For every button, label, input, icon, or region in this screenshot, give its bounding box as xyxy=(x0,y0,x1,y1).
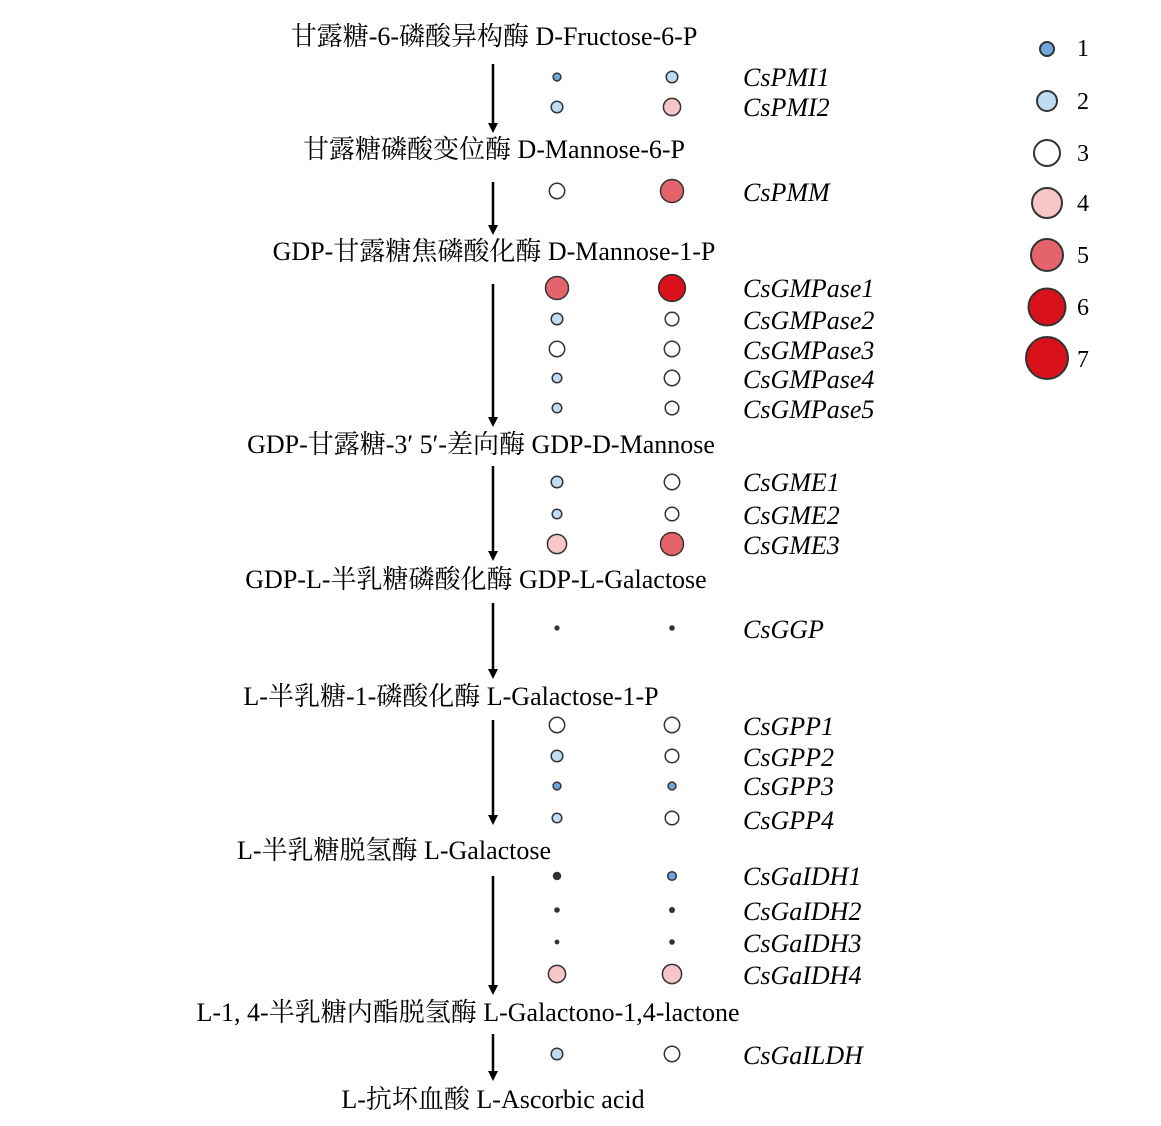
expression-circle-csgmpase3-2 xyxy=(664,341,679,356)
legend-label-1: 1 xyxy=(1077,36,1089,62)
gene-label-csgme1: CsGME1 xyxy=(743,468,840,497)
step-title-l-galactono-lactone: L-1, 4-半乳糖内酯脱氢酶 L-Galactono-1,4-lactone xyxy=(196,998,740,1027)
expression-circle-csgme3-1 xyxy=(547,534,566,553)
expression-circle-cspmi2-2 xyxy=(663,98,680,115)
legend-circle-7 xyxy=(1026,337,1068,379)
expression-circle-cspmi2-1 xyxy=(551,101,563,113)
gene-label-csgaidh1: CsGaIDH1 xyxy=(743,862,862,891)
gene-label-csgmpase5: CsGMPase5 xyxy=(743,395,875,424)
expression-circle-csgpp3-1 xyxy=(553,782,561,790)
expression-circle-csgmpase1-1 xyxy=(546,277,569,300)
expression-circle-csgpp2-2 xyxy=(665,749,679,763)
legend-circle-5 xyxy=(1031,239,1063,271)
expression-circle-csgaidh3-2 xyxy=(669,939,675,945)
legend-label-7: 7 xyxy=(1077,347,1089,373)
expression-circle-csgaidh4-1 xyxy=(548,965,565,982)
expression-circle-csgaidh1-2 xyxy=(668,872,677,881)
step-title-mannose-1-p: GDP-甘露糖焦磷酸化酶 D-Mannose-1-P xyxy=(272,237,716,266)
gene-label-cspmi2: CsPMI2 xyxy=(743,93,830,122)
gene-label-csgaidh4: CsGaIDH4 xyxy=(743,961,862,990)
expression-circle-cspmm-1 xyxy=(549,183,564,198)
legend-label-2: 2 xyxy=(1077,89,1089,115)
step-title-gdp-l-galactose: GDP-L-半乳糖磷酸化酶 GDP-L-Galactose xyxy=(245,565,707,594)
legend-circle-4 xyxy=(1032,188,1062,218)
expression-circle-cspmi1-2 xyxy=(666,71,678,83)
gene-label-csgaidh2: CsGaIDH2 xyxy=(743,897,862,926)
expression-circle-csgpp4-1 xyxy=(552,813,562,823)
expression-circle-csgaildh-2 xyxy=(664,1046,679,1061)
gene-label-csggp: CsGGP xyxy=(743,615,824,644)
expression-circle-csgmpase4-2 xyxy=(664,370,679,385)
gene-label-csgpp1: CsGPP1 xyxy=(743,712,834,741)
expression-circle-csgme2-2 xyxy=(665,507,679,521)
expression-circle-csgaildh-1 xyxy=(551,1048,563,1060)
step-title-fructose-6-p: 甘露糖-6-磷酸异构酶 D-Fructose-6-P xyxy=(290,22,698,51)
legend-circle-2 xyxy=(1037,91,1057,111)
expression-circle-cspmm-2 xyxy=(661,180,684,203)
expression-circle-csgaidh4-2 xyxy=(662,964,681,983)
expression-circle-csgmpase3-1 xyxy=(549,341,564,356)
gene-label-csgmpase2: CsGMPase2 xyxy=(743,306,875,335)
expression-circle-csgmpase1-2 xyxy=(659,275,686,302)
expression-circle-csgme1-1 xyxy=(551,476,563,488)
gene-label-cspmi1: CsPMI1 xyxy=(743,63,830,92)
legend-circle-3 xyxy=(1034,140,1060,166)
gene-label-csgmpase1: CsGMPase1 xyxy=(743,274,875,303)
expression-circle-csgpp4-2 xyxy=(665,811,679,825)
legend-circle-6 xyxy=(1029,289,1066,326)
gene-label-csgaidh3: CsGaIDH3 xyxy=(743,929,862,958)
gene-label-csgmpase3: CsGMPase3 xyxy=(743,336,875,365)
gene-label-csgme3: CsGME3 xyxy=(743,531,840,560)
legend-label-3: 3 xyxy=(1077,141,1089,167)
expression-circle-csgme1-2 xyxy=(664,474,679,489)
legend-label-6: 6 xyxy=(1077,295,1089,321)
step-title-l-galactose-1-p: L-半乳糖-1-磷酸化酶 L-Galactose-1-P xyxy=(243,682,659,711)
expression-circle-cspmi1-1 xyxy=(553,73,561,81)
step-title-gdp-d-mannose: GDP-甘露糖-3′ 5′-差向酶 GDP-D-Mannose xyxy=(247,430,715,459)
step-title-l-ascorbic-acid: L-抗坏血酸 L-Ascorbic acid xyxy=(341,1085,645,1114)
legend-label-5: 5 xyxy=(1077,243,1089,269)
expression-circle-csgmpase5-2 xyxy=(665,401,679,415)
expression-circle-csgmpase2-2 xyxy=(665,312,679,326)
expression-circle-csgpp3-2 xyxy=(668,782,676,790)
gene-label-cspmm: CsPMM xyxy=(743,178,830,207)
expression-circle-csgpp2-1 xyxy=(551,750,563,762)
gene-label-csgpp3: CsGPP3 xyxy=(743,772,834,801)
expression-circle-csggp-1 xyxy=(554,625,559,630)
expression-circle-csgpp1-1 xyxy=(549,717,564,732)
legend-label-4: 4 xyxy=(1077,191,1089,217)
gene-label-csgpp2: CsGPP2 xyxy=(743,743,834,772)
gene-label-csgmpase4: CsGMPase4 xyxy=(743,365,875,394)
step-title-l-galactose: L-半乳糖脱氢酶 L-Galactose xyxy=(236,836,552,865)
gene-label-csgaildh: CsGaILDH xyxy=(743,1041,863,1070)
expression-circle-csgmpase4-1 xyxy=(552,373,562,383)
expression-circle-csgaidh1-1 xyxy=(554,873,561,880)
legend-circle-1 xyxy=(1040,42,1054,56)
expression-circle-csgaidh3-1 xyxy=(555,940,560,945)
expression-circle-csggp-2 xyxy=(669,625,675,631)
expression-circle-csgpp1-2 xyxy=(664,717,679,732)
expression-circle-csgme3-2 xyxy=(661,533,684,556)
step-title-mannose-6-p: 甘露糖磷酸变位酶 D-Mannose-6-P xyxy=(302,135,686,164)
expression-circle-csgmpase5-1 xyxy=(552,403,562,413)
gene-label-csgpp4: CsGPP4 xyxy=(743,806,834,835)
expression-circle-csgaidh2-1 xyxy=(554,907,560,913)
legend-circles xyxy=(1026,42,1068,379)
expression-circle-csgme2-1 xyxy=(552,509,562,519)
expression-circle-csgaidh2-2 xyxy=(669,907,675,913)
gene-label-csgme2: CsGME2 xyxy=(743,501,840,530)
expression-circle-csgmpase2-1 xyxy=(551,313,563,325)
